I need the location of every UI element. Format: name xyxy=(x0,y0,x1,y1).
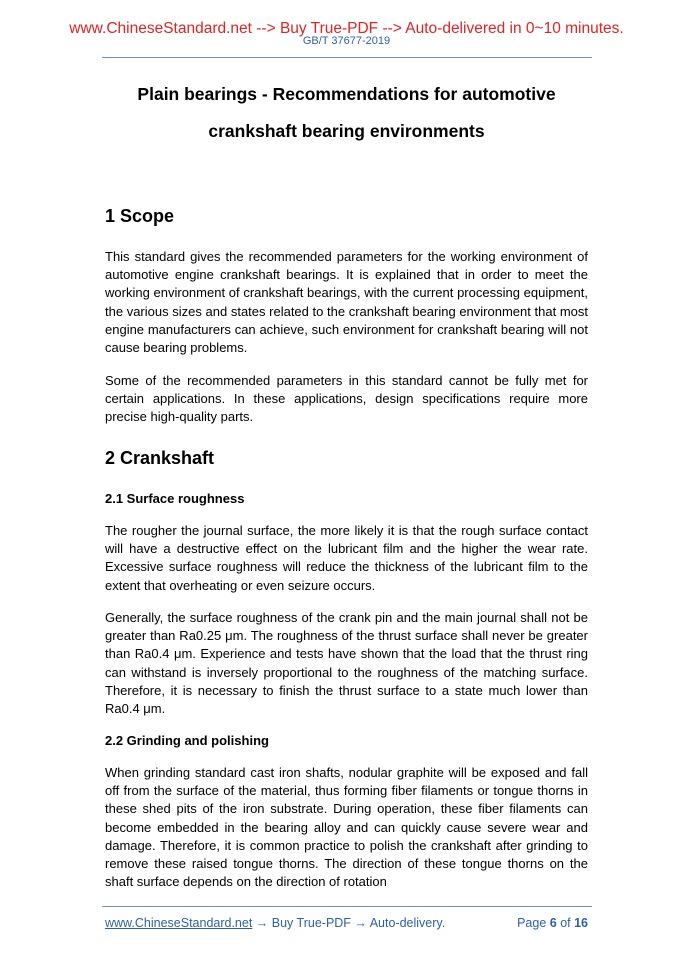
standard-number: GB/T 37677-2019 xyxy=(302,35,391,47)
roughness-paragraph-1: The rougher the journal surface, the more likely it is that the rough surface contact will have a destructive effect on the lubricant film and the higher the wear rate. Excessive surface roughness will reduce the thickness of the lubricant film to the extent that overheating or even seizure occurs. xyxy=(105,523,588,593)
footer-site-link[interactable]: www.ChineseStandard.net xyxy=(105,916,253,930)
top-banner[interactable]: www.ChineseStandard.net --> Buy True-PDF --> Auto-delivered in 0~10 minutes. xyxy=(69,20,624,37)
page-of: of xyxy=(556,916,575,930)
subsection-heading-surface-roughness: 2.1 Surface roughness xyxy=(105,491,245,506)
header-divider xyxy=(102,57,592,58)
page-total: 16 xyxy=(574,916,588,930)
document-title-line-2: crankshaft bearing environments xyxy=(208,121,485,141)
grinding-paragraph-1: When grinding standard cast iron shafts, nodular graphite will be exposed and fall off from the surface of the material, thus forming fiber filaments or tongue thorns in these shed pits of the iron substrate. During operation, these fiber filaments can become embedded in the bearing alloy and can quickly cause severe wear and damage. Therefore, it is common practice to polish the crankshaft after grinding to remove these raised tongue thorns. The direction of these tongue thorns on the shaft surface depends on the direction of rotation xyxy=(105,765,588,890)
document-title-line-1: Plain bearings - Recommendations for automotive xyxy=(137,84,556,104)
page-current: 6 xyxy=(549,916,557,930)
footer-link[interactable] xyxy=(105,916,445,930)
subsection-heading-grinding-polishing: 2.2 Grinding and polishing xyxy=(105,733,269,748)
roughness-paragraph-2: Generally, the surface roughness of the crank pin and the main journal shall not be greater than Ra0.25 μm. The roughness of the thrust surface shall never be greater than Ra0.4 μm. Experience and tests have shown that the load that the thrust ring can withstand is inversely proportional to the roughness of the matching surface. Therefore, it is necessary to finish the thrust surface to a state much lower than Ra0.4 μm. xyxy=(105,610,588,717)
page-label: Page xyxy=(517,916,550,930)
scope-paragraph-1: This standard gives the recommended parameters for the working environment of automotive engine crankshaft bearings. It is explained that in order to meet the working environment of crankshaft bearings, with the current processing equipment, the various sizes and states related to the crankshaft bearing environment that most engine manufacturers can achieve, such environment for crankshaft bearing will not cause bearing problems. xyxy=(105,249,588,356)
footer-divider xyxy=(102,906,592,907)
footer-link-text: → Buy True-PDF → Auto-delivery. xyxy=(252,916,446,930)
section-heading-crankshaft: 2 Crankshaft xyxy=(105,448,215,468)
section-heading-scope: 1 Scope xyxy=(105,206,175,226)
scope-paragraph-2: Some of the recommended parameters in this standard cannot be fully met for certain applications. In these applications, design specifications require more precise high-quality parts. xyxy=(105,373,588,425)
page-indicator xyxy=(517,916,588,930)
